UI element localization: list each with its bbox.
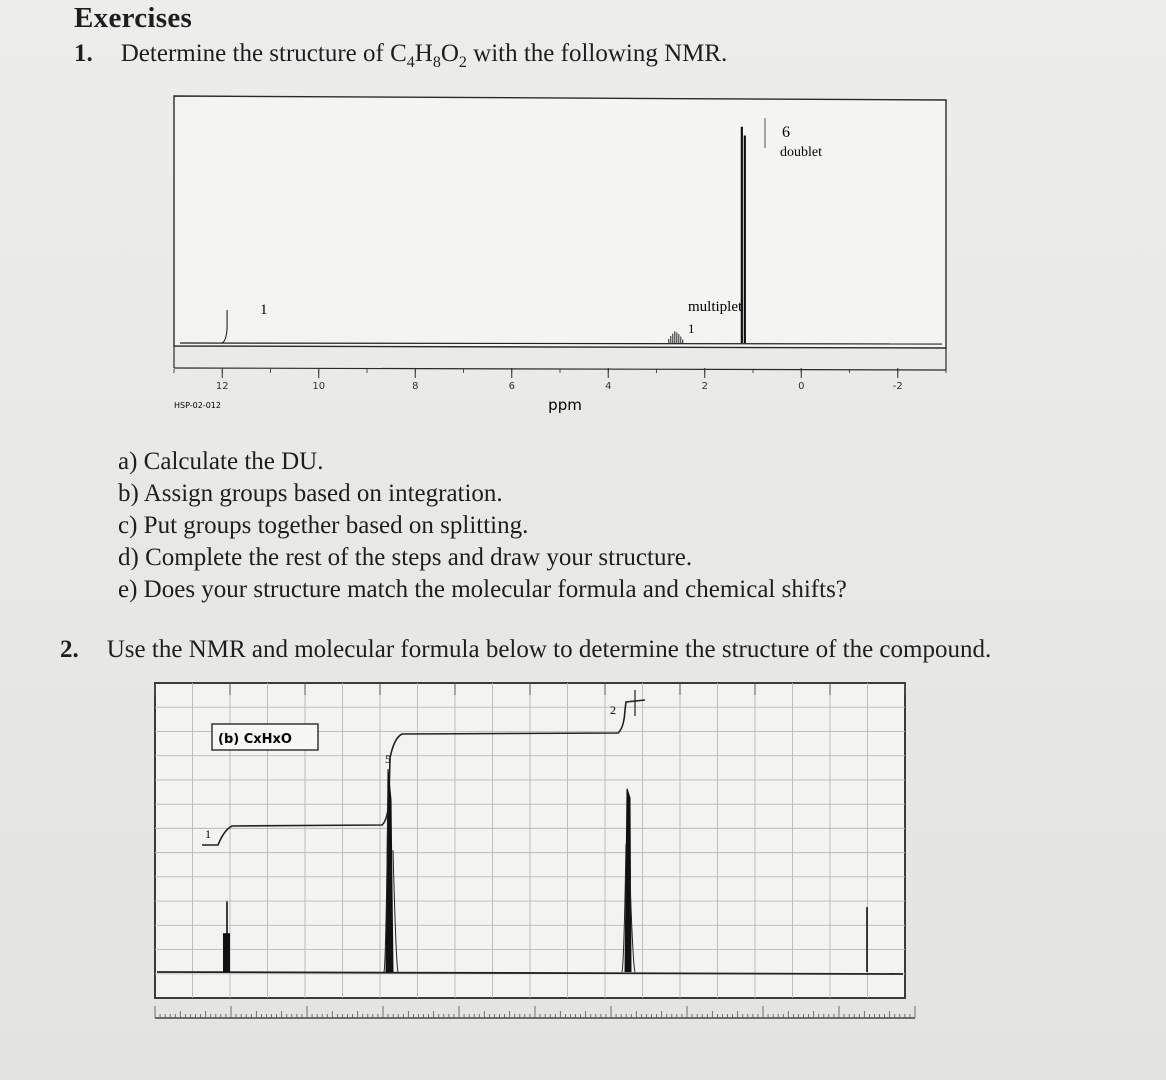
exercise-1-prompt xyxy=(74,40,727,72)
axis-tick-label: 12 xyxy=(215,381,229,392)
spectrum-1-frame xyxy=(174,96,946,348)
axis-tick-label: 4 xyxy=(605,381,612,392)
axis-tick-label: 10 xyxy=(312,381,326,392)
subquestion-e: e) Does your structure match the molecular formula and chemical shifts? xyxy=(118,576,847,603)
spectrum-1-code: HSP-02-012 xyxy=(174,401,221,410)
integration-label-5: 5 xyxy=(385,752,391,766)
subquestions xyxy=(118,446,847,606)
integration-label-1: 1 xyxy=(205,827,211,841)
exercise-2-number: 2. xyxy=(60,636,79,663)
exercise-2-prompt xyxy=(60,636,991,664)
exercise-1-text: Determine the structure of $C_4H_8O_2$ with the following NMR. xyxy=(120,40,728,71)
formula-label: (b) CxHxO xyxy=(218,732,292,747)
integration-label-2: 2 xyxy=(610,703,616,717)
subquestion-c: c) Put groups together based on splitting. xyxy=(118,512,529,539)
nmr-spectrum-1 xyxy=(160,88,960,428)
spectrum-1-axis-label: ppm xyxy=(548,396,582,414)
multiplet-label: multiplet xyxy=(688,299,743,315)
axis-tick-label: 2 xyxy=(701,381,708,392)
page-title: Exercises xyxy=(74,2,193,34)
exercise-2-text: Use the NMR and molecular formula below to determine the structure of the compound. xyxy=(106,636,992,663)
nmr-spectrum-2 xyxy=(150,680,925,1050)
doublet-label: doublet xyxy=(780,145,822,160)
axis-tick-label: -2 xyxy=(892,381,903,392)
exercise-1-number: 1. xyxy=(74,40,93,67)
subquestion-d: d) Complete the rest of the steps and draw your structure. xyxy=(118,544,693,571)
subquestion-a: a) Calculate the DU. xyxy=(118,448,324,475)
acid-peak-integration: 1 xyxy=(260,302,268,318)
multiplet-integration: 1 xyxy=(688,321,695,336)
axis-tick-label: 6 xyxy=(508,381,515,392)
subquestion-b: b) Assign groups based on integration. xyxy=(118,480,503,507)
doublet-integration: 6 xyxy=(782,124,790,141)
axis-tick-label: 0 xyxy=(798,381,805,392)
axis-tick-label: 8 xyxy=(412,381,419,392)
